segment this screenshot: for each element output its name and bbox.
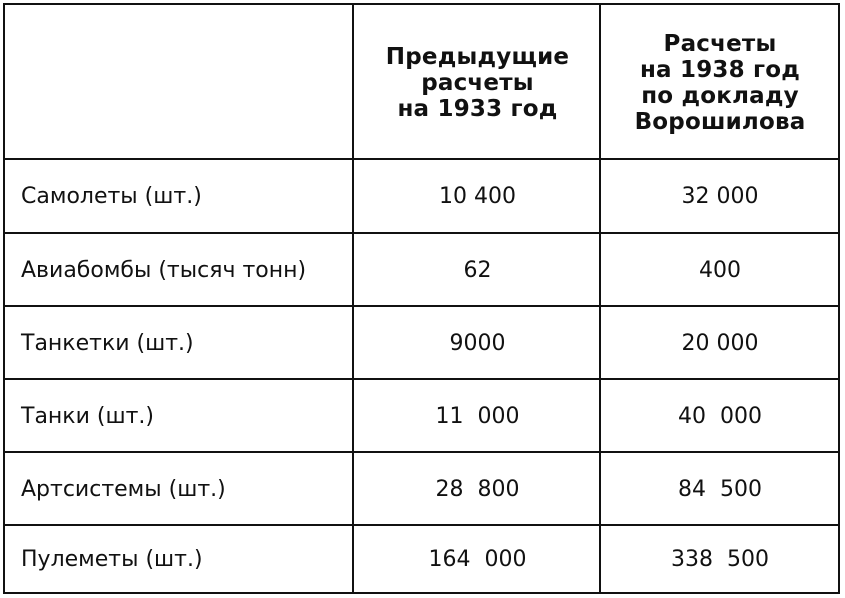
row-1933-value: 62 — [463, 257, 492, 283]
table-row — [5, 380, 838, 453]
header-1933-line: на 1933 год — [397, 95, 558, 122]
header-1938-line: Ворошилова — [634, 108, 806, 135]
row-1933-cell — [355, 307, 600, 380]
row-1933-cell — [355, 160, 600, 233]
row-1938-value: 40 000 — [678, 403, 762, 429]
row-label: Пулеметы (шт.) — [21, 546, 203, 572]
row-1938-cell — [602, 234, 838, 307]
row-1938-value: 338 500 — [671, 546, 769, 572]
row-label: Танки (шт.) — [21, 403, 154, 429]
header-1938-line: по докладу — [641, 82, 799, 109]
row-1938-value: 400 — [699, 257, 741, 283]
header-cell-empty — [5, 5, 353, 160]
row-1933-cell — [355, 526, 600, 592]
row-1938-value: 32 000 — [681, 183, 759, 209]
row-1938-cell — [602, 453, 838, 526]
row-label-cell — [5, 526, 353, 592]
table-row — [5, 234, 838, 307]
header-1933-line: Предыдущие — [385, 43, 570, 70]
row-label-cell — [5, 453, 353, 526]
table-row — [5, 160, 838, 233]
row-1938-value: 20 000 — [681, 330, 759, 356]
row-label-cell — [5, 234, 353, 307]
row-1933-value: 28 800 — [435, 476, 520, 502]
row-1933-value: 10 400 — [439, 183, 516, 209]
row-label-cell — [5, 380, 353, 453]
row-1933-value: 9000 — [449, 330, 506, 356]
row-label-cell — [5, 307, 353, 380]
row-label: Самолеты (шт.) — [21, 183, 202, 209]
table-row — [5, 453, 838, 526]
table-row — [5, 526, 838, 592]
header-1933-line: расчеты — [421, 69, 534, 96]
row-1938-cell — [602, 380, 838, 453]
row-1938-cell — [602, 160, 838, 233]
header-1938-line: на 1938 год — [639, 56, 801, 83]
row-label: Авиабомбы (тысяч тонн) — [21, 257, 307, 283]
header-1933-text — [386, 44, 569, 122]
header-cell-1933 — [355, 5, 600, 160]
row-1933-cell — [355, 234, 600, 307]
row-label: Артсистемы (шт.) — [21, 476, 226, 502]
header-cell-1938 — [602, 5, 838, 160]
row-1938-cell — [602, 526, 838, 592]
row-label: Танкетки (шт.) — [21, 330, 194, 356]
table-header-row — [5, 5, 838, 160]
row-1933-value: 164 000 — [428, 546, 527, 572]
row-1933-value: 11 000 — [435, 403, 520, 429]
row-label-cell — [5, 160, 353, 233]
table-row — [5, 307, 838, 380]
comparison-table — [3, 3, 840, 594]
row-1938-value: 84 500 — [678, 476, 762, 502]
row-1933-cell — [355, 380, 600, 453]
header-1938-line: Расчеты — [663, 30, 777, 57]
row-1938-cell — [602, 307, 838, 380]
row-1933-cell — [355, 453, 600, 526]
header-1938-text — [635, 31, 806, 135]
